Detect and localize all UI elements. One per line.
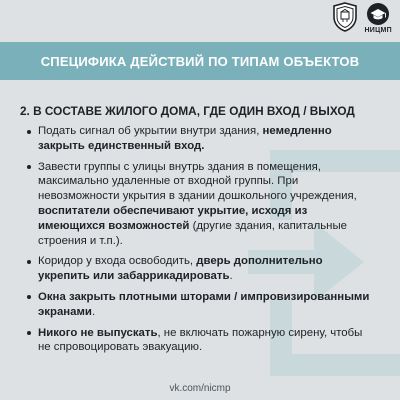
body-text: Подать сигнал об укрытии внутри здания, xyxy=(38,125,263,137)
list-item-text xyxy=(38,160,372,249)
emphasis-text: дверь дополнительно укрепить или забаррикадировать xyxy=(38,255,323,283)
emblem-shield-icon xyxy=(332,2,358,32)
body-text: , не включать пожарную сирену, чтобы не спровоцировать эвакуацию. xyxy=(38,326,363,354)
nicmp-logo-icon xyxy=(366,2,390,26)
list-item xyxy=(27,254,372,284)
title-banner xyxy=(0,42,400,80)
list-item xyxy=(27,326,372,356)
instructions-list xyxy=(27,124,372,361)
list-item xyxy=(27,160,372,249)
header-logos xyxy=(332,2,392,34)
bullet-icon xyxy=(27,165,31,169)
bullet-icon xyxy=(27,130,31,134)
list-item-text xyxy=(38,326,372,356)
emphasis-text: воспитатели обеспечивают укрытие, исходя из имеющихся возможностей xyxy=(38,204,308,232)
body-text: . xyxy=(91,305,96,318)
bullet-icon xyxy=(27,260,31,264)
list-item xyxy=(27,124,372,154)
body-text: Коридор у входа освободить, xyxy=(38,255,197,268)
emphasis-text: немедленно закрыть единственный вход. xyxy=(38,125,332,152)
footer-link[interactable]: vk.com/nicmp xyxy=(169,383,231,394)
bullet-icon xyxy=(27,331,31,335)
logo-text: НИЦМП xyxy=(364,27,392,34)
list-item-text xyxy=(38,124,372,154)
emphasis-text: Окна закрыть плотными шторами / импровизированными экранами xyxy=(38,290,370,318)
list-item-text xyxy=(38,254,372,284)
body-text: . xyxy=(229,270,233,283)
section-heading: 2. В СОСТАВЕ ЖИЛОГО ДОМА, ГДЕ ОДИН ВХОД / ВЫХОД xyxy=(20,104,355,118)
body-text: (другие здания, капитальные строения и т.п.). xyxy=(38,219,347,247)
bullet-icon xyxy=(27,295,31,299)
page-title: СПЕЦИФИКА ДЕЙСТВИЙ ПО ТИПАМ ОБЪЕКТОВ xyxy=(40,53,360,69)
body-text: Завести группы с улицы внутрь здания в помещения, максимально удаленные от входной группы. При невозможности укрытия в здании дошкольного учреждения, xyxy=(38,160,357,203)
list-item-text xyxy=(38,290,372,320)
list-item xyxy=(27,290,372,320)
nicmp-logo xyxy=(364,2,392,34)
emphasis-text: Никого не выпускать xyxy=(38,326,158,339)
